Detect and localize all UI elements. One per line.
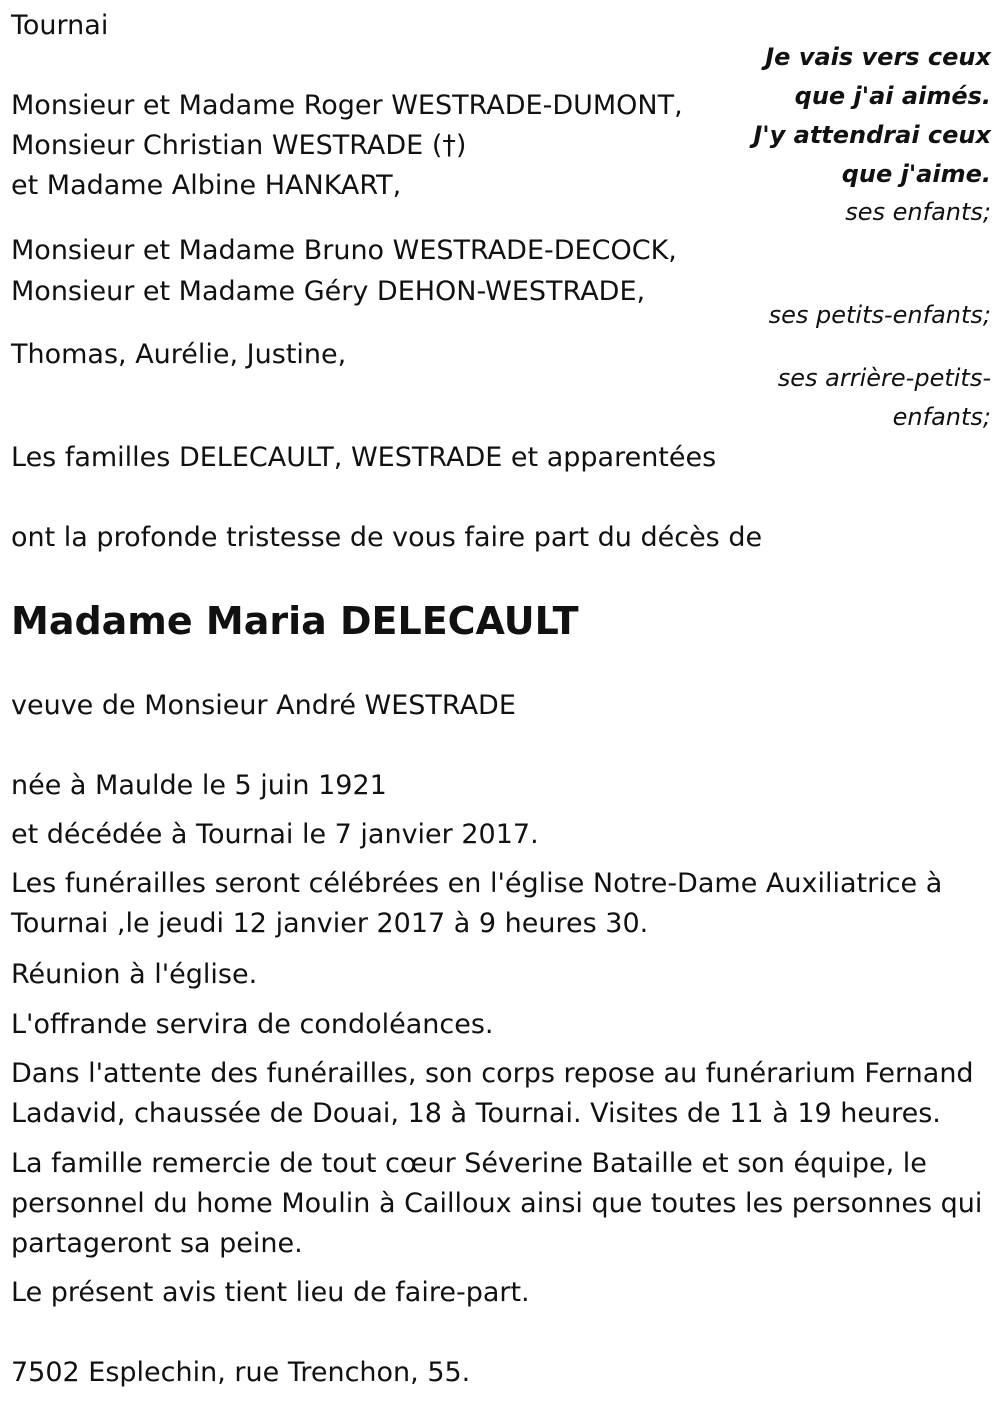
funeral-line: Tournai ,le jeudi 12 janvier 2017 à 9 heures 30. bbox=[11, 908, 649, 939]
death-info: et décédée à Tournai le 7 janvier 2017. bbox=[11, 819, 539, 850]
visitation-line: Ladavid, chaussée de Douai, 18 à Tournai. Visites de 11 à 19 heures. bbox=[11, 1098, 941, 1129]
quote-line: que j'ai aimés. bbox=[794, 82, 991, 110]
thanks-line: personnel du home Moulin à Cailloux ainsi que toutes les personnes qui bbox=[11, 1188, 983, 1219]
city: Tournai bbox=[11, 10, 109, 41]
grandchildren-role: ses petits-enfants; bbox=[768, 301, 991, 329]
quote-line: Je vais vers ceux bbox=[765, 43, 991, 71]
notice-line: Le présent avis tient lieu de faire-part. bbox=[11, 1277, 530, 1308]
families-line: Les familles DELECAULT, WESTRADE et apparentées bbox=[11, 442, 717, 473]
address: 7502 Esplechin, rue Trenchon, 55. bbox=[11, 1357, 471, 1388]
child-line: Monsieur Christian WESTRADE (†) bbox=[11, 130, 467, 161]
children-role: ses enfants; bbox=[845, 198, 991, 226]
thanks-line: La famille remercie de tout cœur Séverine Bataille et son équipe, le bbox=[11, 1148, 927, 1179]
thanks-line: partageront sa peine. bbox=[11, 1228, 303, 1259]
funeral-line: Les funérailles seront célébrées en l'église Notre-Dame Auxiliatrice à bbox=[11, 868, 943, 899]
great-grandchildren-role: enfants; bbox=[892, 403, 991, 431]
meeting-info: Réunion à l'église. bbox=[11, 959, 258, 990]
great-grandchild-line: Thomas, Aurélie, Justine, bbox=[11, 339, 347, 370]
child-line: et Madame Albine HANKART, bbox=[11, 170, 402, 201]
great-grandchildren-role: ses arrière-petits- bbox=[777, 364, 991, 392]
quote-line: que j'aime. bbox=[841, 160, 991, 188]
announcement: ont la profonde tristesse de vous faire part du décès de bbox=[11, 522, 763, 553]
quote-line: J'y attendrai ceux bbox=[753, 121, 991, 149]
grandchild-line: Monsieur et Madame Bruno WESTRADE-DECOCK, bbox=[11, 235, 677, 266]
visitation-line: Dans l'attente des funérailles, son corps repose au funérarium Fernand bbox=[11, 1058, 974, 1089]
child-line: Monsieur et Madame Roger WESTRADE-DUMONT, bbox=[11, 90, 683, 121]
deceased-name: Madame Maria DELECAULT bbox=[11, 599, 579, 643]
birth-info: née à Maulde le 5 juin 1921 bbox=[11, 770, 387, 801]
grandchild-line: Monsieur et Madame Géry DEHON-WESTRADE, bbox=[11, 276, 646, 307]
offering-info: L'offrande servira de condoléances. bbox=[11, 1009, 494, 1040]
widow-of: veuve de Monsieur André WESTRADE bbox=[11, 690, 516, 721]
